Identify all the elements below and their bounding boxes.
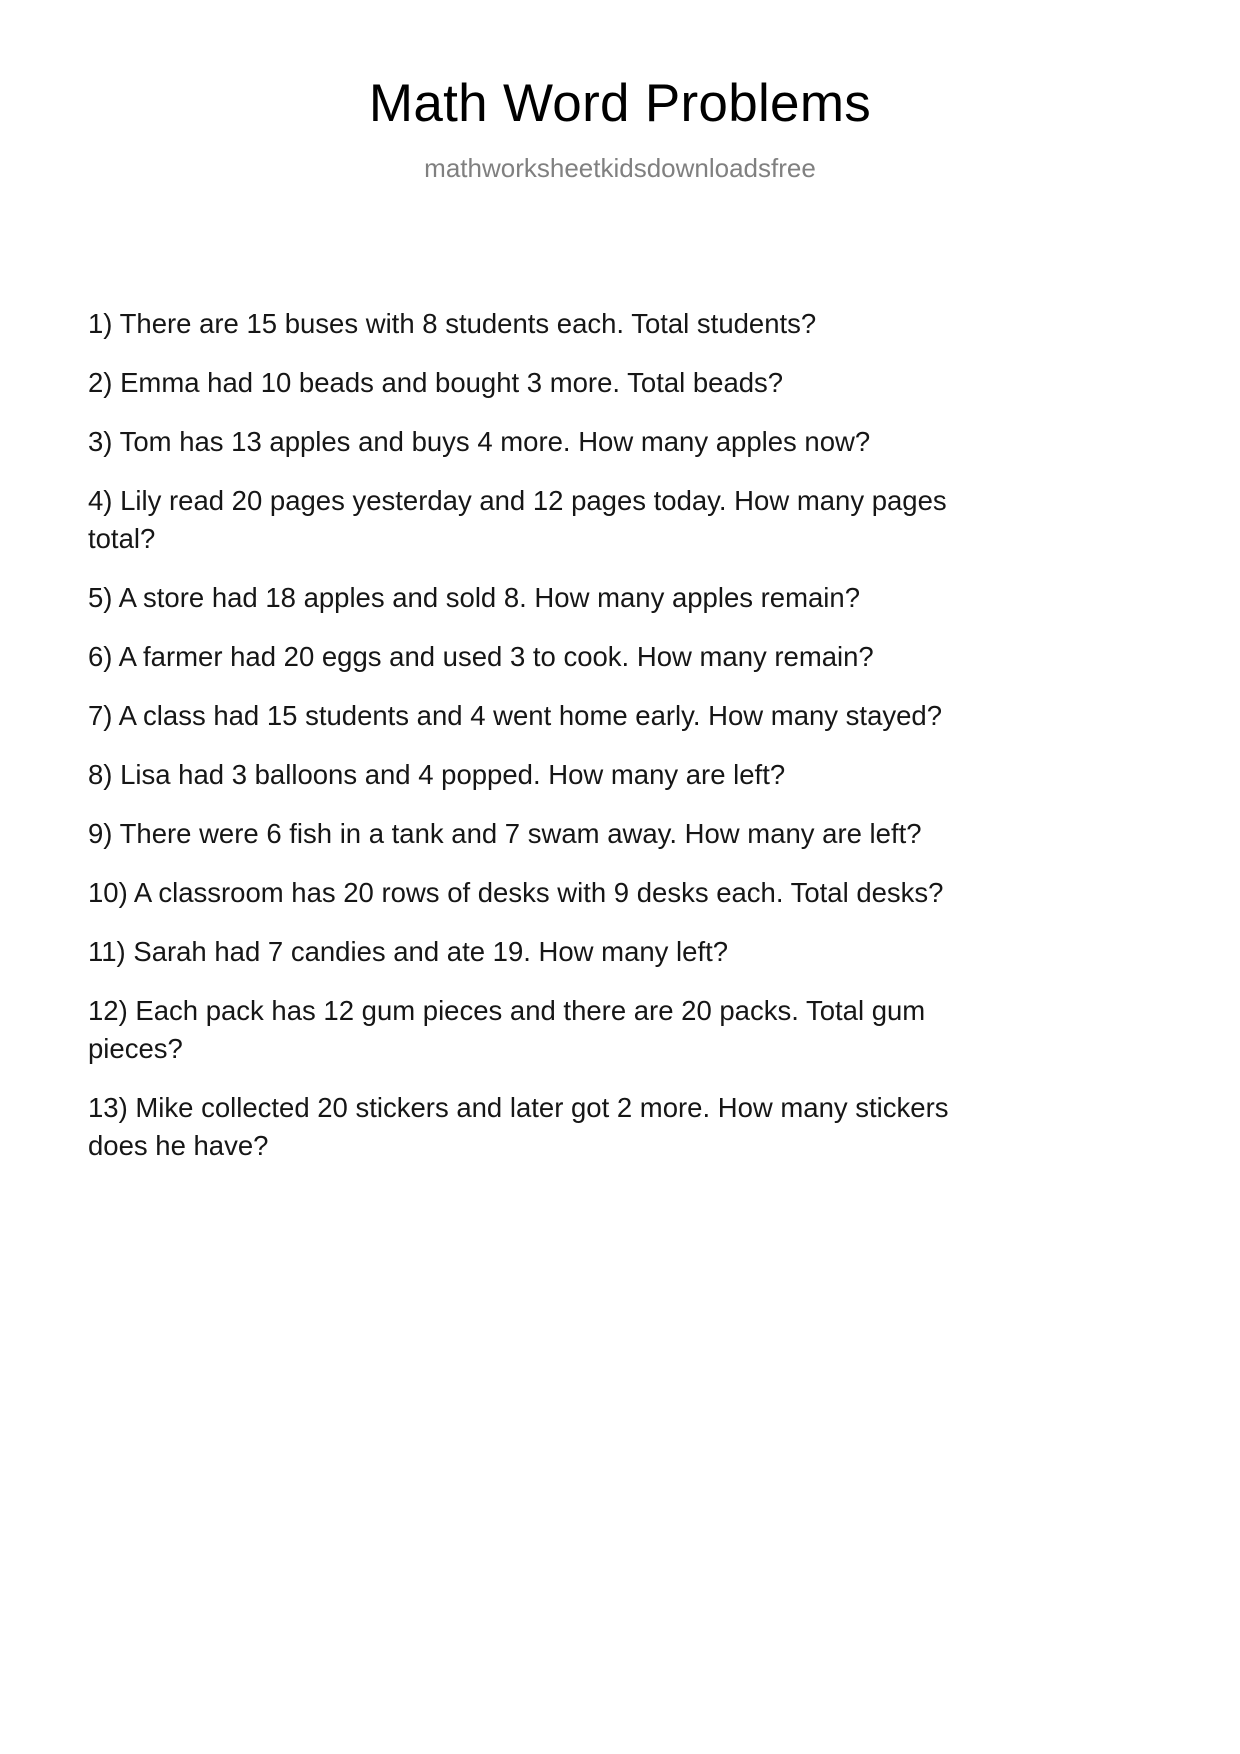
problem-item: 7) A class had 15 students and 4 went home early. How many stayed? <box>88 700 943 731</box>
problem-item: 4) Lily read 20 pages yesterday and 12 pages today. How many pages total? <box>88 485 955 554</box>
page-title: Math Word Problems <box>368 74 872 133</box>
problem-item: 3) Tom has 13 apples and buys 4 more. How many apples now? <box>88 426 871 457</box>
problem-item: 1) There are 15 buses with 8 students each. Total students? <box>88 308 817 339</box>
page-subtitle: mathworksheetkidsdownloadsfree <box>424 153 816 184</box>
problem-item: 10) A classroom has 20 rows of desks with 9 desks each. Total desks? <box>88 877 944 908</box>
problem-list <box>88 305 988 1165</box>
worksheet-header <box>0 0 1240 185</box>
problem-item: 8) Lisa had 3 balloons and 4 popped. How many are left? <box>88 759 786 790</box>
problem-item: 13) Mike collected 20 stickers and later got 2 more. How many stickers does he have? <box>88 1092 957 1161</box>
problem-item: 2) Emma had 10 beads and bought 3 more. Total beads? <box>88 367 784 398</box>
problem-item: 6) A farmer had 20 eggs and used 3 to cook. How many remain? <box>88 641 874 672</box>
problem-item: 11) Sarah had 7 candies and ate 19. How many left? <box>88 936 729 967</box>
problem-item: 5) A store had 18 apples and sold 8. How many apples remain? <box>88 582 861 613</box>
problem-item: 12) Each pack has 12 gum pieces and there are 20 packs. Total gum pieces? <box>88 995 933 1064</box>
problem-item: 9) There were 6 fish in a tank and 7 swam away. How many are left? <box>88 818 922 849</box>
